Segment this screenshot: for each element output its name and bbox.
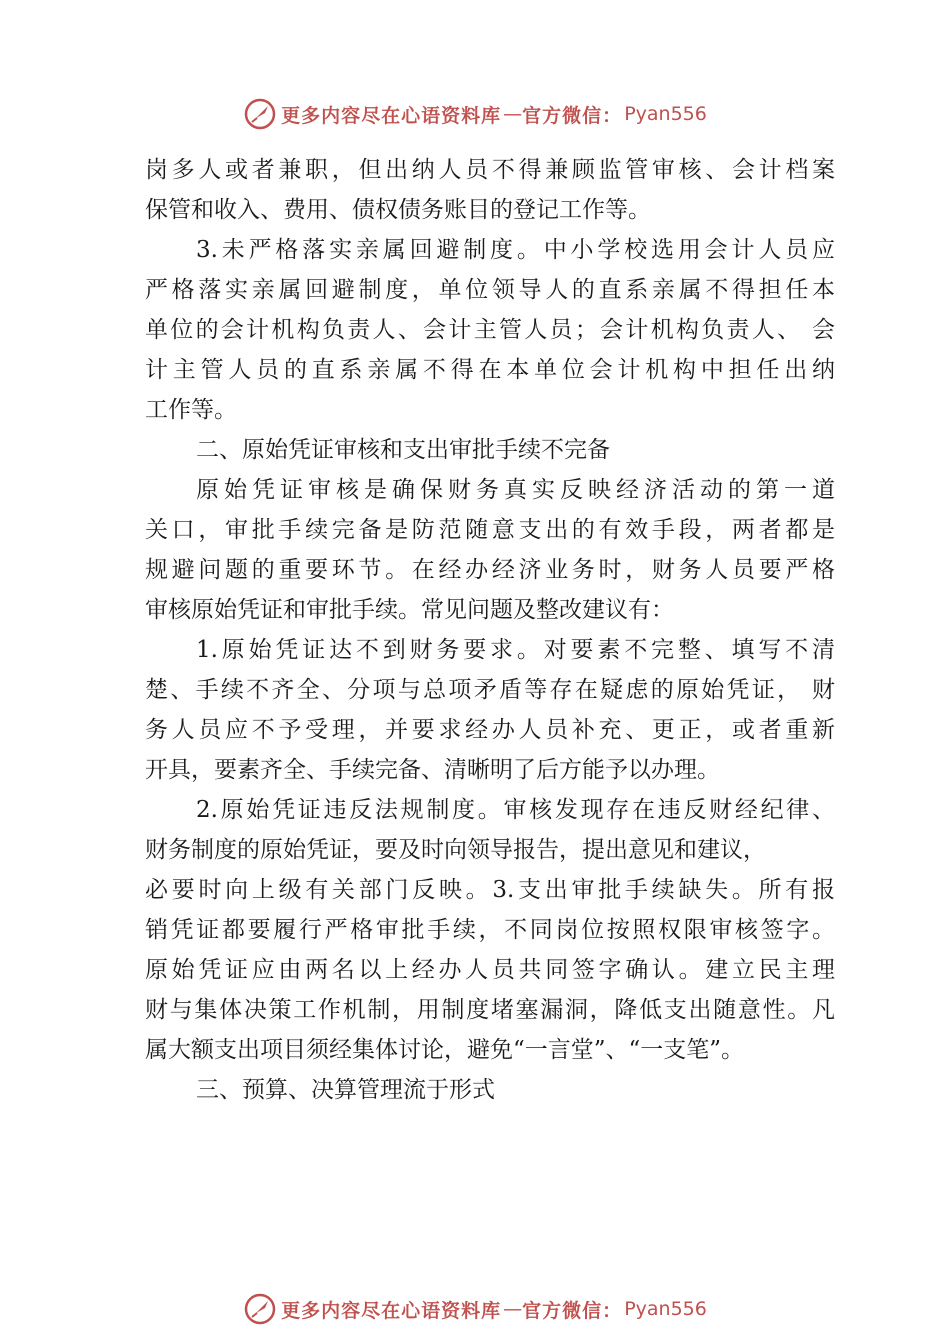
text-line: 属大额支出项目须经集体讨论，避免“一言堂”、“一支笔”。 (145, 1037, 745, 1063)
header-watermark (0, 94, 950, 134)
banner-brand: 更多内容尽在心语资料库 (281, 104, 502, 127)
text-line: 务人员应不予受理，并要求经办人员补充、更正，或者重新 (145, 717, 835, 743)
text-line: 3.未严格落实亲属回避制度。中小学校选用会计人员应 (196, 237, 835, 263)
quill-logo-icon (243, 97, 277, 131)
banner-separator: — (503, 103, 523, 125)
text-line: 2.原始凭证违反法规制度。审核发现存在违反财经纪律、 (196, 797, 835, 823)
text-line: 销凭证都要履行严格审批手续，不同岗位按照权限审核签字。 (145, 917, 835, 943)
text-line: 审核原始凭证和审批手续。常见问题及整改建议有： (145, 597, 674, 623)
document-body (145, 150, 835, 1110)
text-line: 计主管人员的直系亲属不得在本单位会计机构中担任出纳 (145, 357, 835, 383)
section-heading: 三、预算、决算管理流于形式 (196, 1077, 495, 1103)
text-line: 工作等。 (145, 397, 237, 423)
text-line: 保管和收入、费用、债权债务账目的登记工作等。 (145, 197, 651, 223)
text-line: 必要时向上级有关部门反映。3.支出审批手续缺失。所有报 (145, 877, 835, 903)
text-line: 关口，审批手续完备是防范随意支出的有效手段，两者都是 (145, 517, 835, 543)
text-line: 楚、手续不齐全、分项与总项矛盾等存在疑虑的原始凭证， 财 (145, 677, 835, 703)
text-line: 原始凭证审核是确保财务真实反映经济活动的第一道 (196, 477, 835, 503)
text-line: 单位的会计机构负责人、会计主管人员；会计机构负责人、 会 (145, 317, 835, 343)
text-line: 1.原始凭证达不到财务要求。对要素不完整、填写不清 (196, 637, 835, 663)
banner-wechat: 官方微信： (522, 104, 623, 127)
text-line: 严格落实亲属回避制度，单位领导人的直系亲属不得担任本 (145, 277, 835, 303)
text-line: 岗多人或者兼职，但出纳人员不得兼顾监管审核、会计档案 (145, 157, 835, 183)
text-line: 财与集体决策工作机制，用制度堵塞漏洞，降低支出随意性。凡 (145, 997, 835, 1023)
text-line: 财务制度的原始凭证，要及时向领导报告，提出意见和建议， (145, 837, 766, 863)
banner-wechat: 官方微信： (522, 1299, 623, 1322)
banner-account: Pyan556 (624, 1298, 707, 1320)
banner-account: Pyan556 (624, 103, 707, 125)
text-line: 规避问题的重要环节。在经办经济业务时，财务人员要严格 (145, 557, 835, 583)
banner-separator: — (503, 1298, 523, 1320)
quill-logo-icon (243, 1292, 277, 1326)
text-line: 原始凭证应由两名以上经办人员共同签字确认。建立民主理 (145, 957, 835, 983)
text-line: 开具，要素齐全、手续完备、清晰明了后方能予以办理。 (145, 757, 720, 783)
footer-watermark (0, 1289, 950, 1329)
banner-brand: 更多内容尽在心语资料库 (281, 1299, 502, 1322)
section-heading: 二、原始凭证审核和支出审批手续不完备 (196, 437, 610, 463)
